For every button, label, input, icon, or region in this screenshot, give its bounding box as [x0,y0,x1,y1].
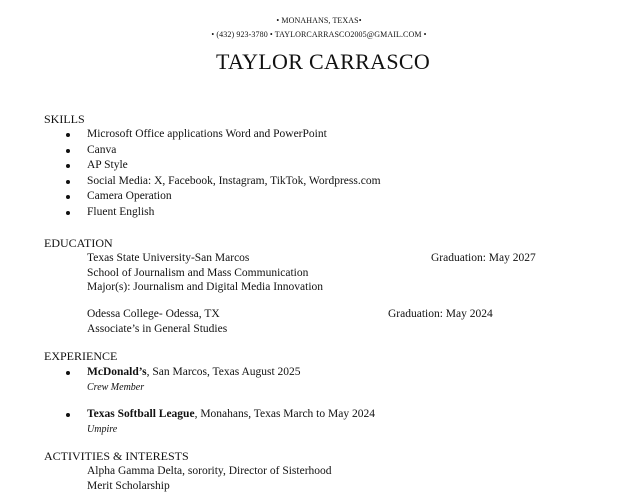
school-name: Odessa College- Odessa, TX [87,308,220,320]
bullet-icon [66,211,70,215]
bullet-icon [66,371,70,375]
job-details: , San Marcos, Texas August 2025 [146,366,301,378]
job-details: , Monahans, Texas March to May 2024 [194,408,375,420]
education-heading: EDUCATION [44,236,113,250]
job-line [87,408,375,420]
experience-heading: EXPERIENCE [44,349,118,363]
school-detail: School of Journalism and Mass Communication [87,267,309,279]
bullet-icon [66,180,70,184]
bullet-icon [66,133,70,137]
activities-heading: ACTIVITIES & INTERESTS [44,449,189,463]
activity-item: Alpha Gamma Delta, sorority, Director of Sisterhood [87,465,332,477]
bullet-icon [66,195,70,199]
job-employer: Texas Softball League [87,408,195,420]
resume-name: TAYLOR CARRASCO [215,49,431,74]
school-name: Texas State University-San Marcos [87,252,250,264]
school-detail: Associate’s in General Studies [87,323,228,335]
job-role: Umpire [87,424,118,435]
skill-item: Canva [87,144,117,156]
job-employer: McDonald’s [87,366,147,378]
bullet-icon [66,164,70,168]
skill-item: Microsoft Office applications Word and PowerPoint [87,128,327,140]
skill-item: Fluent English [87,206,155,218]
contact-line: • (432) 923-3780 • TAYLORCARRASCO2005@GMAIL.COM • [211,30,427,39]
activity-item: Merit Scholarship [87,480,170,492]
job-line [87,366,301,378]
skill-item: AP Style [87,159,128,171]
graduation-date: Graduation: May 2027 [431,252,536,264]
location-line: • MONAHANS, TEXAS• [276,16,362,25]
job-role: Crew Member [87,382,145,393]
bullet-icon [66,149,70,153]
skill-item: Social Media: X, Facebook, Instagram, TikTok, Wordpress.com [87,175,381,187]
skill-item: Camera Operation [87,190,172,202]
bullet-icon [66,413,70,417]
skills-heading: SKILLS [44,112,85,126]
school-detail: Major(s): Journalism and Digital Media Innovation [87,281,324,293]
graduation-date: Graduation: May 2024 [388,308,493,320]
